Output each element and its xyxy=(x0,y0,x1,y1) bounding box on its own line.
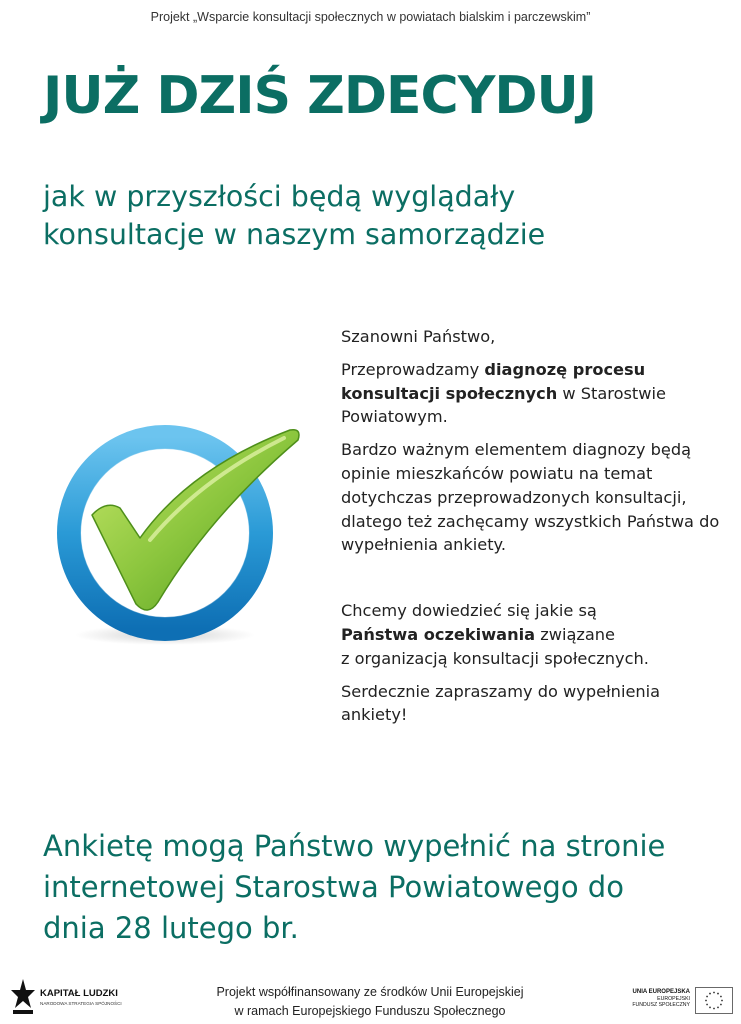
letter-paragraph-1: Przeprowadzamy diagnozę procesu konsultacji społecznych w Starostwie Powiatowym. xyxy=(341,359,666,427)
eu-star xyxy=(706,1004,708,1006)
eu-flag-icon xyxy=(695,987,733,1014)
eu-star xyxy=(709,1007,711,1009)
letter-paragraph-2: Bardzo ważnym elementem diagnozy będą opinie mieszkańców powiatu na temat dotychczas przeprowadzonych konsultacji, dlatego też zachęcamy wszystkich Państwa do wypełnienia ankiety. xyxy=(341,440,720,555)
subheadline xyxy=(43,178,545,254)
checkmark-in-circle-icon xyxy=(40,420,310,650)
eu-star xyxy=(709,993,711,995)
eu-star xyxy=(720,996,722,998)
cta-line-2: internetowej Starostwa Powiatowego do xyxy=(43,870,624,904)
eu-star xyxy=(721,1000,723,1002)
letter-paragraph-3: Chcemy dowiedzieć się jakie są Państwa oczekiwania związane z organizacją konsultacji społecznych. xyxy=(341,601,649,668)
subheadline-line-1: jak w przyszłości będą wyglądały xyxy=(43,180,516,213)
kapital-ludzki-sub: NARODOWA STRATEGIA SPÓJNOŚCI xyxy=(40,1001,122,1006)
eu-star xyxy=(717,1007,719,1009)
cofinance-line-2: w ramach Europejskiego Funduszu Społecznego xyxy=(234,1004,506,1018)
project-note: Projekt „Wsparcie konsultacji społecznych w powiatach bialskim i parczewskim” xyxy=(150,10,591,24)
cta-line-3: dnia 28 lutego br. xyxy=(43,911,299,945)
eu-star xyxy=(720,1004,722,1006)
headline: JUŻ DZIŚ ZDECYDUJ xyxy=(43,66,597,126)
cofinance-note xyxy=(140,983,600,1021)
cta-line-1: Ankietę mogą Państwo wypełnić na stronie xyxy=(43,829,666,863)
kapital-ludzki-icon xyxy=(10,978,36,1016)
call-to-action xyxy=(43,826,723,949)
eu-star xyxy=(706,996,708,998)
cofinance-line-1: Projekt współfinansowany ze środków Unii Europejskiej xyxy=(216,985,524,999)
subheadline-line-2: konsultacje w naszym samorządzie xyxy=(43,218,546,251)
eu-logo xyxy=(610,985,735,1017)
kapital-ludzki-name: KAPITAŁ LUDZKI xyxy=(40,988,118,999)
eu-star xyxy=(705,1000,707,1002)
eu-star xyxy=(713,1008,715,1010)
eu-logo-text: UNIA EUROPEJSKA EUROPEJSKI FUNDUSZ SPOŁECZNY xyxy=(632,989,690,1008)
letter-greeting: Szanowni Państwo, xyxy=(341,327,496,346)
eu-star xyxy=(713,992,715,994)
letter-paragraph-4: Serdecznie zapraszamy do wypełnienia ankiety! xyxy=(341,681,661,725)
letter-body xyxy=(341,325,726,736)
eu-star xyxy=(717,993,719,995)
